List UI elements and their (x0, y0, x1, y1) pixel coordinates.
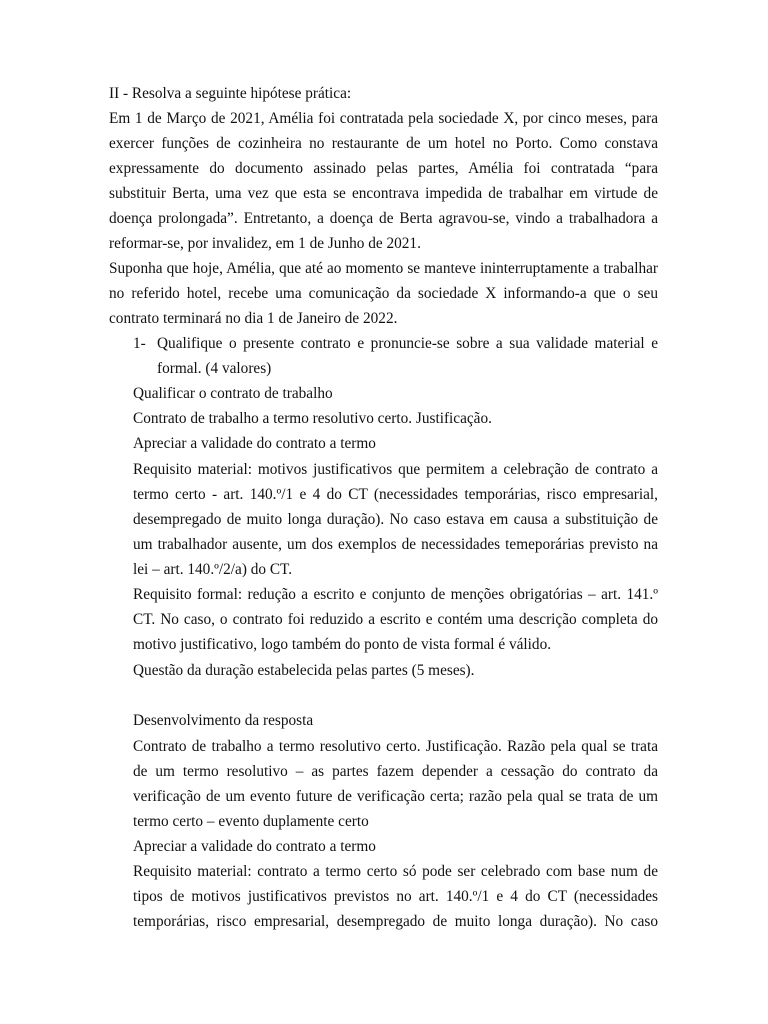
outline-line: desempregado de muito longa duração). No caso estava em causa a substituição de (133, 511, 658, 528)
outline-line: lei – art. 140.º/2/a) do CT. (133, 561, 293, 578)
intro-line: expressamente do documento assinado pelas partes, Amélia foi contratada “para (109, 160, 658, 177)
development-line: de um termo resolutivo – as partes fazem depender a cessação do contrato da (133, 763, 658, 780)
outline-line: Contrato de trabalho a termo resolutivo certo. Justificação. (133, 410, 492, 427)
outline-line: CT. No caso, o contrato foi reduzido a escrito e contém uma descrição completa do (133, 611, 658, 628)
intro-line: reformar-se, por invalidez, em 1 de Junho de 2021. (109, 235, 421, 252)
scenario-line: contrato terminará no dia 1 de Janeiro de 2022. (109, 310, 398, 327)
outline-line: motivo justificativo, logo também do ponto de vista formal é válido. (133, 636, 552, 653)
outline-line: Questão da duração estabelecida pelas partes (5 meses). (133, 662, 475, 679)
question-line: formal. (4 valores) (157, 360, 272, 377)
outline-heading: Apreciar a validade do contrato a termo (133, 435, 376, 452)
outline-line: um trabalhador ausente, um dos exemplos de necessidades temeporárias previsto na (133, 536, 658, 553)
outline-line: termo certo - art. 140.º/1 e 4 do CT (necessidades temporárias, risco empresarial, (133, 486, 658, 503)
outline-line: Requisito formal: redução a escrito e conjunto de menções obrigatórias – art. 141.º (133, 586, 658, 603)
section-heading: II - Resolva a seguinte hipótese prática: (109, 85, 352, 102)
scenario-line: no referido hotel, recebe uma comunicação da sociedade X informando-a que o seu (109, 285, 658, 302)
intro-line: doença prolongada”. Entretanto, a doença de Berta agravou-se, vindo a trabalhadora a (109, 210, 658, 227)
development-line: termo certo – evento duplamente certo (133, 813, 369, 830)
intro-line: Em 1 de Março de 2021, Amélia foi contratada pela sociedade X, por cinco meses, para (109, 110, 658, 127)
development-line: verificação de um evento future de verificação certa; razão pela qual se trata de um (133, 788, 658, 805)
development-heading: Desenvolvimento da resposta (133, 712, 314, 729)
question-number: 1- (133, 335, 146, 352)
development-line: tipos de motivos justificativos previstos no art. 140.º/1 e 4 do CT (necessidades (133, 888, 658, 905)
development-line: Requisito material: contrato a termo certo só pode ser celebrado com base num de (133, 863, 658, 880)
scenario-line: Suponha que hoje, Amélia, que até ao momento se manteve ininterruptamente a trabalhar (109, 260, 658, 277)
outline-heading: Qualificar o contrato de trabalho (133, 385, 333, 402)
development-line: Contrato de trabalho a termo resolutivo certo. Justificação. Razão pela qual se trata (133, 738, 658, 755)
intro-line: exercer funções de cozinheira no restaurante de um hotel no Porto. Como constava (109, 135, 658, 152)
question-line: Qualifique o presente contrato e pronuncie-se sobre a sua validade material e (157, 335, 658, 352)
intro-line: substituir Berta, uma vez que esta se encontrava impedida de trabalhar em virtude de (109, 185, 658, 202)
outline-line: Requisito material: motivos justificativos que permitem a celebração de contrato a (133, 461, 658, 478)
development-line: temporárias, risco empresarial, desempregado de muito longa duração). No caso (133, 913, 658, 930)
development-heading: Apreciar a validade do contrato a termo (133, 838, 376, 855)
